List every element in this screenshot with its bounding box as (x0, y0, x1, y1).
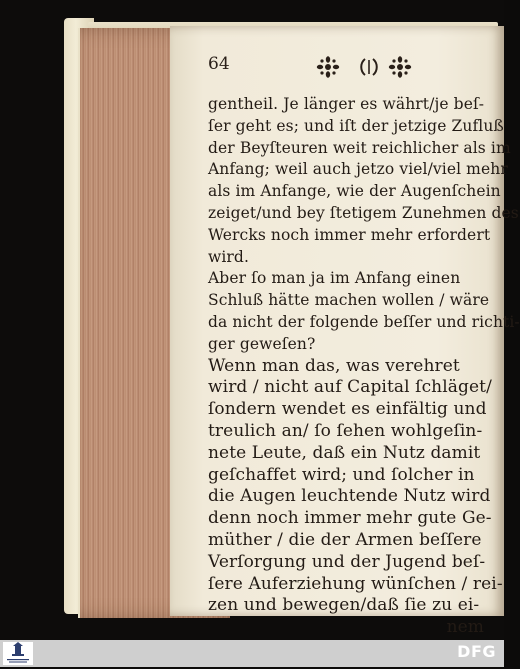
text-line: Anfang; weil auch jetzo viel/viel mehr (208, 160, 508, 179)
text-line: Schluß hätte machen wollen / wäre (208, 291, 490, 310)
text-line: zen und bewegen/daß ſie zu ei- (208, 595, 480, 616)
book (58, 16, 520, 638)
page-text (208, 94, 520, 639)
page-number: 64 (208, 54, 230, 74)
text-line: ſer geht es; und iſt der jetzige Zufluß (208, 116, 504, 135)
text-line: geſchaffet wird; und ſolcher in (208, 464, 475, 485)
text-line: die Augen leuchtende Nutz wird (208, 486, 491, 507)
text-line: wird / nicht auf Capital ſchläget/ (208, 377, 492, 398)
text-line: müther / die der Armen beſſere (208, 529, 482, 550)
page-header (208, 54, 468, 84)
text-line: da nicht der folgende beſſer und richti- (208, 312, 520, 331)
text-line: wird. (208, 247, 249, 266)
ornament-left-icon (316, 56, 340, 78)
text-line: Wercks noch immer mehr erfordert (208, 225, 491, 244)
library-seal-icon (3, 642, 33, 665)
text-line: gentheil. Je länger es währt/je beſ- (208, 95, 485, 113)
text-line: der Beyſteuren weit reichlicher als im (208, 138, 511, 157)
book-page (170, 26, 520, 638)
library-seal-graphic (3, 642, 33, 665)
text-line: ſondern wendet es einfältig und (208, 399, 487, 420)
text-line: Wenn man das, was verehret (208, 355, 460, 376)
text-line: zeiget/und bey ſtetigem Zunehmen des (208, 203, 519, 222)
text-line: denn noch immer mehr gute Ge- (208, 508, 492, 529)
text-line: als im Anfange, wie der Augenſchein (208, 182, 501, 201)
viewer-footer (0, 640, 504, 667)
text-line: ſere Auferziehung wünſchen / rei- (208, 573, 503, 594)
text-line: nete Leute, daß ein Nutz damit (208, 442, 481, 463)
text-line: Aber ſo man ja im Anfang einen (208, 269, 461, 288)
ornament-right-icon (388, 56, 412, 78)
dfg-credit: DFG (457, 642, 496, 661)
ornament-center-icon (358, 56, 380, 78)
catchword: nem (446, 617, 484, 638)
text-line: Verſorgung und der Jugend beſ- (208, 551, 486, 572)
text-line: treulich an/ ſo ſehen wohlgeſin- (208, 420, 483, 441)
text-line: ger geweſen? (208, 334, 316, 353)
